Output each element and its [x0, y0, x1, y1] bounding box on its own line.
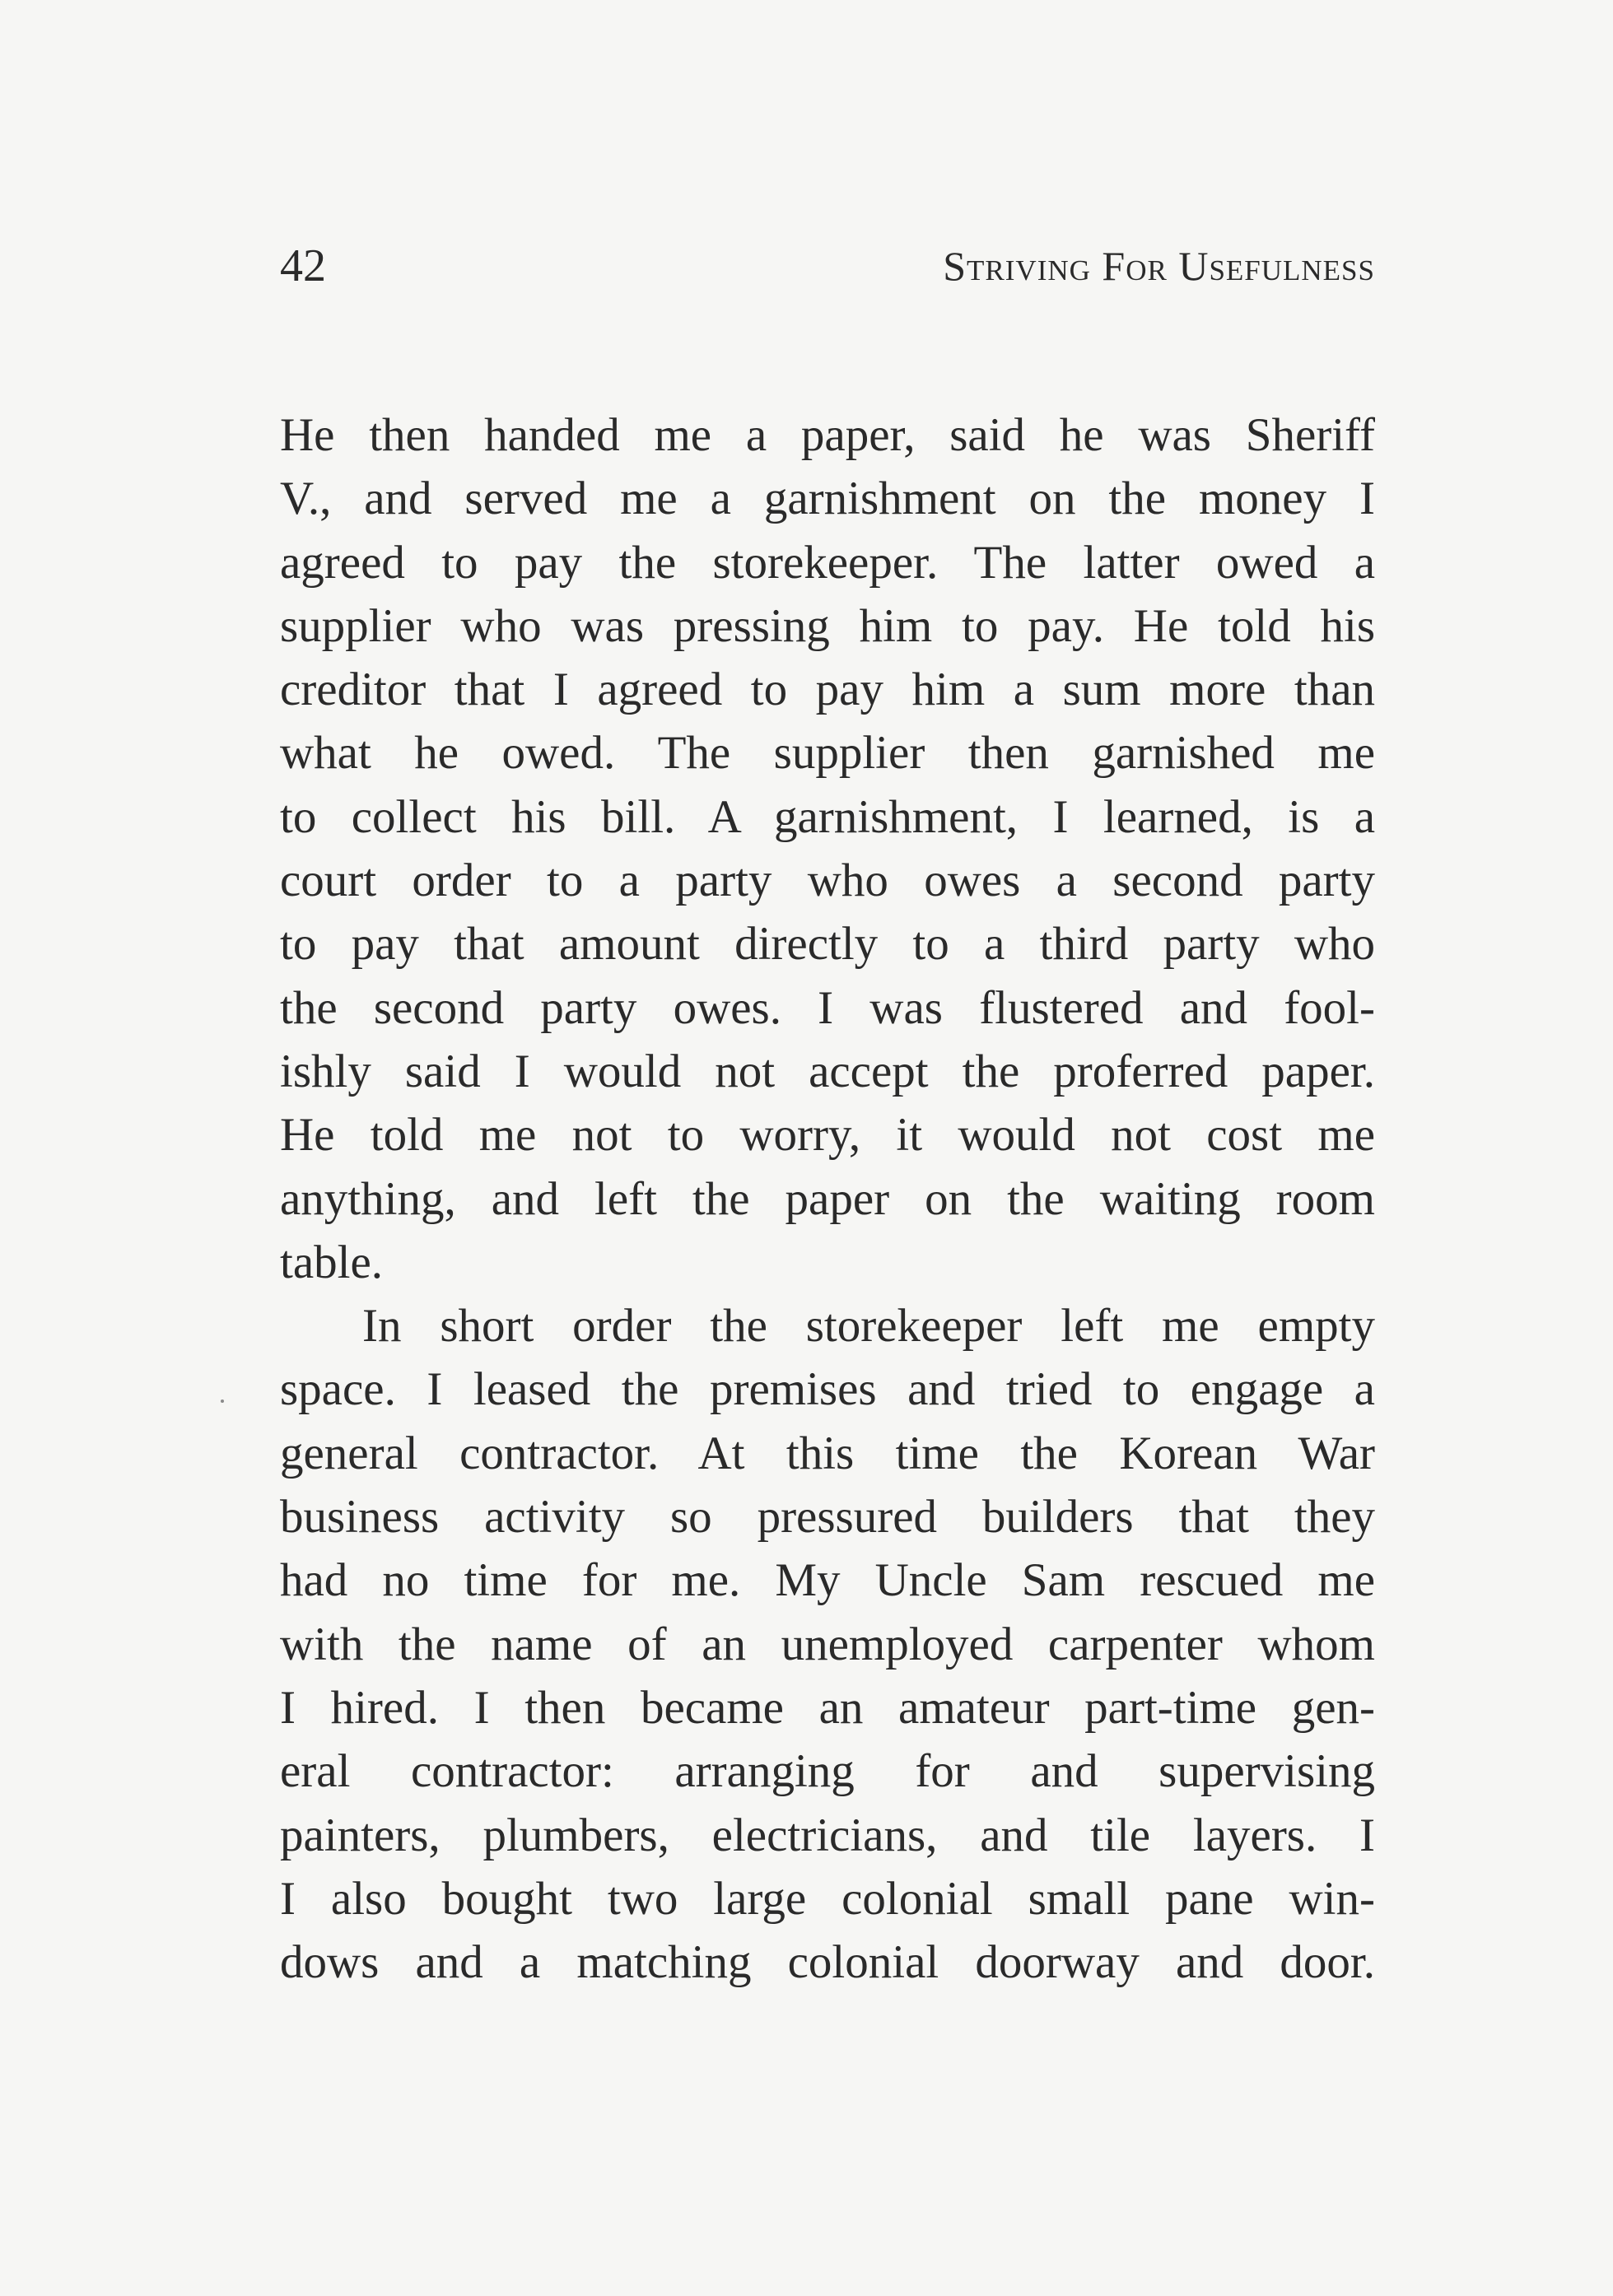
- page-number: 42: [280, 240, 326, 291]
- text-line: space. I leased the premises and tried to engage a: [280, 1363, 1375, 1416]
- text-line: to pay that amount directly to a third party who: [280, 918, 1375, 971]
- text-line: had no time for me. My Uncle Sam rescued me: [280, 1554, 1375, 1607]
- text-line: to collect his bill. A garnishment, I learned, is a: [280, 790, 1375, 843]
- text-line: He told me not to worry, it would not cost me: [280, 1109, 1375, 1162]
- text-line: with the name of an unemployed carpenter whom: [280, 1618, 1375, 1670]
- print-speck: [221, 1399, 224, 1403]
- text-line: general contractor. At this time the Korean War: [280, 1427, 1375, 1479]
- text-line: ishly said I would not accept the proferred paper.: [280, 1045, 1375, 1097]
- text-line: I hired. I then became an amateur part-time gen-: [280, 1681, 1375, 1734]
- text-line: eral contractor: arranging for and supervising: [280, 1745, 1375, 1798]
- text-line: creditor that I agreed to pay him a sum more than: [280, 664, 1375, 716]
- text-line: dows and a matching colonial doorway and door.: [280, 1936, 1375, 1989]
- running-title: Striving For Usefulness: [943, 243, 1375, 289]
- text-line: V., and served me a garnishment on the money I: [280, 473, 1375, 525]
- text-line: the second party owes. I was flustered and fool-: [280, 981, 1375, 1034]
- page-header: [280, 237, 1375, 303]
- text-line: table.: [280, 1236, 384, 1288]
- text-line: business activity so pressured builders that they: [280, 1491, 1375, 1544]
- text-line: I also bought two large colonial small pane win-: [280, 1872, 1375, 1925]
- text-line: what he owed. The supplier then garnished me: [280, 727, 1375, 780]
- text-line: anything, and left the paper on the waiting room: [280, 1172, 1375, 1225]
- text-line: agreed to pay the storekeeper. The latter owed a: [280, 536, 1375, 589]
- text-line: He then handed me a paper, said he was Sheriff: [280, 409, 1375, 461]
- text-line: supplier who was pressing him to pay. He told his: [280, 599, 1375, 652]
- text-line: painters, plumbers, electricians, and tile layers. I: [280, 1809, 1375, 1861]
- body-text: [280, 403, 1375, 1994]
- text-line: In short order the storekeeper left me empty: [362, 1300, 1375, 1353]
- text-line: court order to a party who owes a second party: [280, 855, 1375, 907]
